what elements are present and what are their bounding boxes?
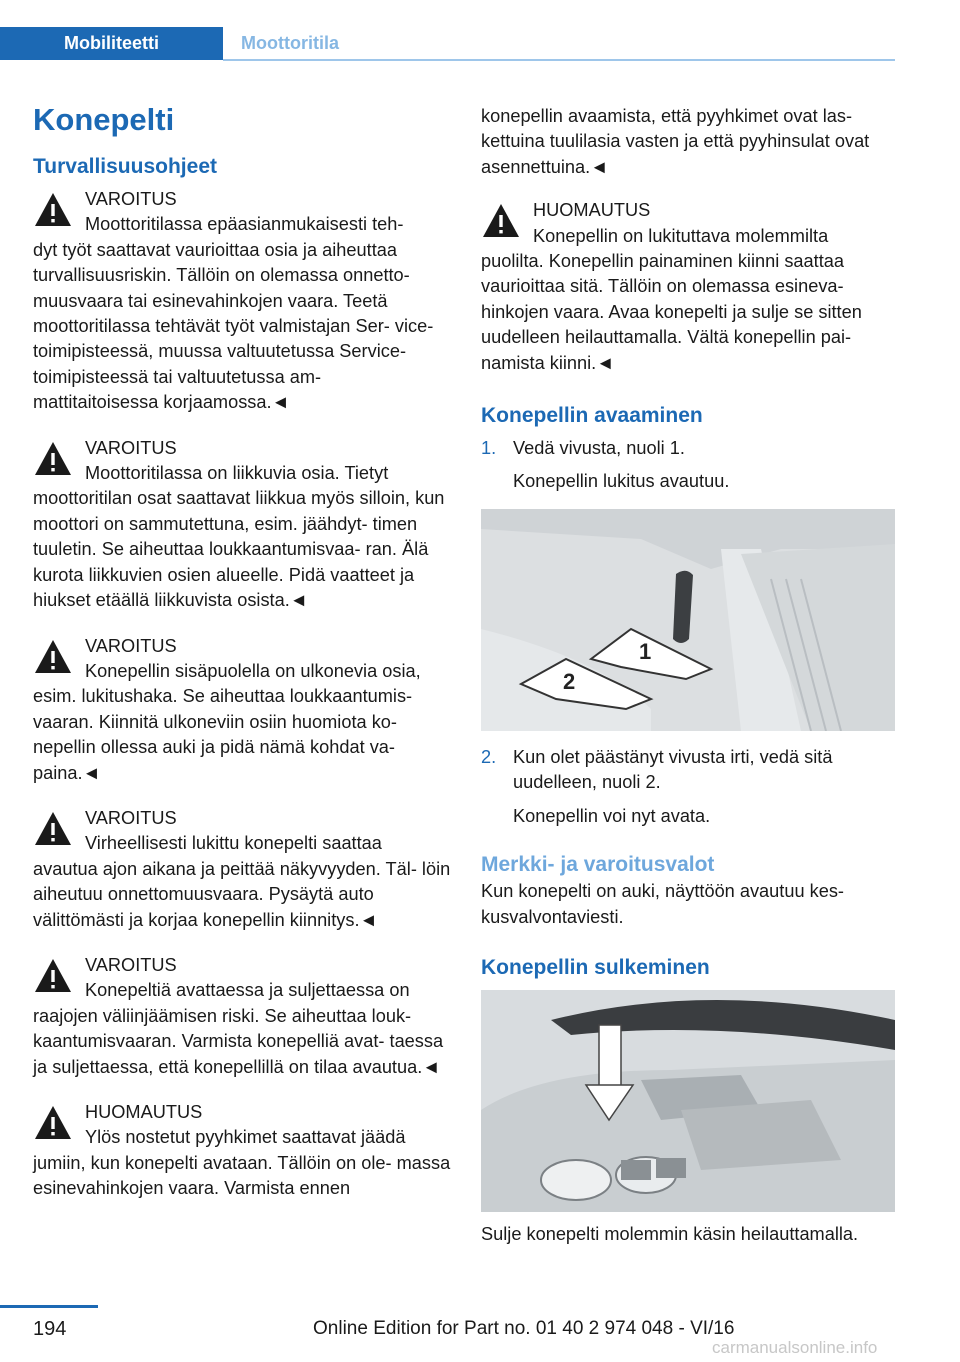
warning-block (33, 806, 451, 933)
warning-label: VAROITUS (85, 437, 177, 458)
hood-release-lever-illustration (481, 509, 895, 731)
section-heading-safety: Turvallisuusohjeet (33, 155, 217, 178)
tab-mobiliteetti[interactable]: Mobiliteetti (0, 27, 223, 60)
warning-text-first: Moottoritilassa epäasianmukaisesti teh- (85, 214, 404, 235)
notice-label: HUOMAUTUS (533, 200, 651, 221)
closing-hood-drawing (481, 990, 895, 1212)
warning-triangle-icon (481, 202, 521, 239)
step-result: Konepellin voi nyt avata. (513, 805, 711, 826)
warning-triangle-icon (33, 191, 73, 228)
section-heading-signals: Merkki- ja varoitusvalot (481, 853, 715, 877)
notice-text: puolilta. Konepellin painaminen kiinni saattaa vaurioittaa sitä. Tällöin on olemassa esineva- hinkojen vaara. Avaa konepelti ja sulje se sitten uudelleen heilauttamalla. Vältä konepellin pai- namista kiinni.◄ (481, 251, 862, 373)
warning-block (33, 953, 451, 1080)
closing-instruction: Sulje konepelti molemmin käsin heilauttamalla. (481, 1223, 859, 1244)
warning-text-first: Konepellin sisäpuolella on ulkonevia osia, (85, 660, 421, 681)
continued-text: konepellin avaamista, että pyyhkimet ovat las- kettuina tuulilasia vasten ja että pyyhinsulat ovat asennettuina.◄ (481, 106, 870, 177)
edition-text: Online Edition for Part no. 01 40 2 974 048 - VI/16 (313, 1318, 735, 1339)
list-item (481, 745, 899, 829)
notice-block (33, 1100, 451, 1202)
hood-release-lever-drawing (481, 509, 895, 731)
warning-block (33, 187, 451, 416)
warning-text-first: Moottoritilassa on liikkuvia osia. Tietyt (85, 463, 389, 484)
left-column (33, 95, 451, 1222)
signals-text: Kun konepelti on auki, näyttöön avautuu kes- kusvalvontaviesti. (481, 881, 844, 927)
notice-label: HUOMAUTUS (85, 1102, 203, 1122)
closing-hood-illustration (481, 990, 895, 1212)
warning-triangle-icon (33, 957, 73, 994)
section-heading-opening: Konepellin avaaminen (481, 404, 703, 428)
notice-block (481, 198, 899, 376)
arrow-label-1: 1 (639, 638, 652, 664)
notice-text: jumiin, kun konepelti avataan. Tällöin on ole- massa esinevahinkojen vaara. Varmista ennen (33, 1152, 451, 1199)
tab-moottoritila[interactable]: Moottoritila (241, 33, 339, 53)
warning-label: VAROITUS (85, 807, 177, 828)
step-number: 2. (481, 746, 497, 767)
notice-text-first: Ylös nostetut pyyhkimet saattavat jäädä (85, 1127, 406, 1148)
warning-text: esim. lukitushaka. Se aiheuttaa loukkaantumis- vaaran. Kiinnitä ulkoneviin osiin huomiota ko- nepellin ollessa auki ja pidä nämä kohdat va- paina.◄ (33, 686, 413, 783)
header-tabs (0, 27, 895, 60)
warning-triangle-icon (33, 440, 73, 477)
warning-triangle-icon (33, 810, 73, 847)
footer-rule (0, 1305, 98, 1308)
step-text: Kun olet päästänyt vivusta irti, vedä sitä uudelleen, nuoli 2. (513, 746, 833, 793)
step-number: 1. (481, 438, 497, 459)
warning-triangle-icon (33, 1104, 73, 1141)
warning-label: VAROITUS (85, 954, 177, 975)
watermark: carmanualsonline.info (712, 1338, 878, 1357)
warning-text-first: Virheellisesti lukittu konepelti saattaa (85, 833, 382, 854)
step-result: Konepellin lukitus avautuu. (513, 471, 730, 492)
section-heading-closing: Konepellin sulkeminen (481, 955, 710, 979)
warning-text: avautua ajon aikana ja peittää näkyvyyden. Täl- löin aiheutuu onnettomuusvaara. Pysäytä auto välittömästi ja korjaa konepellin kiinnitys.◄ (33, 858, 451, 930)
right-column (481, 104, 899, 1265)
arrow-label-2: 2 (563, 668, 576, 694)
warning-text: raajojen väliinjäämisen riski. Se aiheuttaa louk- kaantumisvaaran. Varmista konepelliä avat- taessa ja suljettaessa, että konepellillä on tilaa avautua.◄ (33, 1005, 444, 1077)
warning-block (33, 634, 451, 786)
warning-block (33, 436, 451, 614)
warning-text: moottoritilan osat saattavat liikkua myös silloin, kun moottori on sammutettuna, esim. jäähdyt- timen tuuletin. Se aiheuttaa loukkaantumisvaa- ran. Älä kurota liikkuvien osien alueelle. Pidä vaatteet ja hiukset etäällä liikkuvista osista.◄ (33, 488, 445, 611)
warning-label: VAROITUS (85, 189, 177, 209)
list-item (481, 436, 899, 495)
page-title: Konepelti (33, 102, 175, 137)
step-text: Vedä vivusta, nuoli 1. (513, 438, 685, 459)
warning-label: VAROITUS (85, 635, 177, 656)
warning-triangle-icon (33, 638, 73, 675)
warning-text: dyt työt saattavat vaurioittaa osia ja aiheuttaa turvallisuusriskin. Tällöin on olemassa onnetto- muusvaara tai esinevahinkojen vaara. Teetä moottoritilassa tehtävät työt valmistajan Ser- vice-toimipisteessä, muussa valtuutetussa Service-toimipisteessä tai valtuutetussa am- mattitaitoisessa korjaamossa.◄ (33, 239, 434, 413)
warning-text-first: Konepeltiä avattaessa ja suljettaessa on (85, 980, 410, 1001)
notice-text-first: Konepellin on lukituttava molemmilta (533, 225, 829, 246)
header-rule (223, 59, 895, 61)
page-number: 194 (33, 1318, 67, 1340)
